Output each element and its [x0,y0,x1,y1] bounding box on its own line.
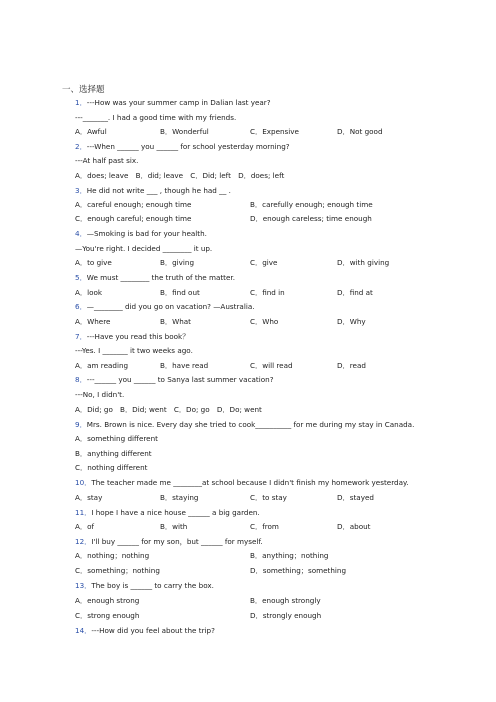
question-stem: I hope I have a nice house ______ a big garden. [91,508,260,517]
options-row [75,200,435,209]
option-a: A．am reading [75,361,129,370]
question-number: 2． [75,142,87,151]
option-c: C．Who [250,317,279,326]
option-b: B．anything；nothing [250,551,329,560]
options-row [75,127,435,136]
question-13 [75,581,214,590]
option-d: D．Why [337,317,366,326]
options-row [75,317,435,326]
question-10 [75,478,409,487]
option-a: A．enough strong [75,596,140,605]
question-stem: ---Have you read this book？ [86,332,190,341]
question-number: 11． [75,508,92,517]
option-b: B．have read [160,361,209,370]
section-title: 一、选择题 [62,85,105,95]
option-d: D．read [337,361,366,370]
options-row [75,551,435,560]
question-stem: I'll buy ______ for my son，but ______ for myself. [91,537,263,546]
options-row [75,611,435,620]
question-5 [75,273,235,282]
question-4 [75,229,207,238]
question-number: 9． [75,420,87,429]
question-stem: ---______ you ______ to Sanya last summer vacation? [86,375,274,384]
question-stem: —________ did you go on vacation? —Australia. [86,302,255,311]
option-a: A．stay [75,493,103,502]
question-line: ---No, I didn't. [75,390,125,399]
question-stem: He did not write ___ , though he had __ . [86,186,231,195]
option-c: C．find in [250,288,285,297]
question-1 [75,98,271,107]
question-number: 12． [75,537,92,546]
question-12 [75,537,263,546]
question-number: 8． [75,375,87,384]
question-number: 3． [75,186,87,195]
question-line: —You're right. I decided ________ it up. [75,244,213,253]
option-d: D．something；something [250,566,347,575]
option-b: B．enough strongly [250,596,321,605]
question-7 [75,332,189,341]
options-row [75,288,435,297]
question-line: ---_______. I had a good time with my friends. [75,113,237,122]
options-row [75,596,435,605]
option-c: C．strong enough [75,611,140,620]
option-c: C．enough careful; enough time [75,214,192,223]
question-3 [75,186,231,195]
question-stem: The teacher made me ________at school because I didn't finish my homework yesterday. [91,478,409,487]
option-d: D．stayed [337,493,374,502]
options-row [75,361,435,370]
option-d: D．enough careless; time enough [250,214,372,223]
option-b: B．What [160,317,192,326]
options-row [75,522,435,531]
question-stem: —Smoking is bad for your health. [86,229,207,238]
options-row [75,493,435,502]
option-b: B．with [160,522,188,531]
option-a: A．careful enough; enough time [75,200,192,209]
question-stem: Mrs. Brown is nice. Every day she tried to cook__________ for me during my stay in Canada. [86,420,415,429]
question-number: 10． [75,478,92,487]
options-row [75,258,435,267]
option-a: A．Where [75,317,111,326]
option-a: A．to give [75,258,112,267]
options-inline: A．Did; go B．Did; went C．Do; go D．Do; went [75,405,262,414]
option-d: D．about [337,522,371,531]
option-c: C．to stay [250,493,287,502]
option-c: C．will read [250,361,293,370]
question-stem: ---When ______ you ______ for school yesterday morning? [86,142,290,151]
question-8 [75,375,274,384]
option-b: B．staying [160,493,199,502]
option-a: A．nothing；nothing [75,551,150,560]
question-2 [75,142,290,151]
option-c: C．from [250,522,279,531]
option-c: C．nothing different [75,463,148,472]
question-6 [75,302,255,311]
option-b: B．find out [160,288,200,297]
question-line: ---At half past six. [75,156,139,165]
question-14 [75,626,215,635]
question-stem: We must ________ the truth of the matter. [86,273,235,282]
option-b: B．Wonderful [160,127,209,136]
question-9 [75,420,414,429]
question-number: 7． [75,332,87,341]
question-11 [75,508,260,517]
option-d: D．find at [337,288,373,297]
option-b: B．carefully enough; enough time [250,200,373,209]
options-row [75,566,435,575]
option-c: C．something；nothing [75,566,160,575]
question-number: 13． [75,581,92,590]
question-number: 14． [75,626,92,635]
option-a: A．of [75,522,95,531]
question-number: 1． [75,98,87,107]
question-stem: ---How was your summer camp in Dalian last year? [86,98,271,107]
option-d: D．Not good [337,127,383,136]
question-stem: The boy is ______ to carry the box. [91,581,214,590]
question-number: 6． [75,302,87,311]
option-b: B．giving [160,258,195,267]
option-a: A．something different [75,434,158,443]
option-c: C．give [250,258,278,267]
question-stem: ---How did you feel about the trip? [91,626,215,635]
question-number: 4． [75,229,87,238]
question-number: 5． [75,273,87,282]
option-c: C．Expensive [250,127,299,136]
option-d: D．with giving [337,258,390,267]
options-inline: A．does; leave B．did; leave C．Did; left D．does; left [75,171,285,180]
options-row [75,214,435,223]
option-a: A．look [75,288,103,297]
question-line: ---Yes. I _______ it two weeks ago. [75,346,193,355]
option-b: B．anything different [75,449,152,458]
option-d: D．strongly enough [250,611,322,620]
option-a: A．Awful [75,127,107,136]
